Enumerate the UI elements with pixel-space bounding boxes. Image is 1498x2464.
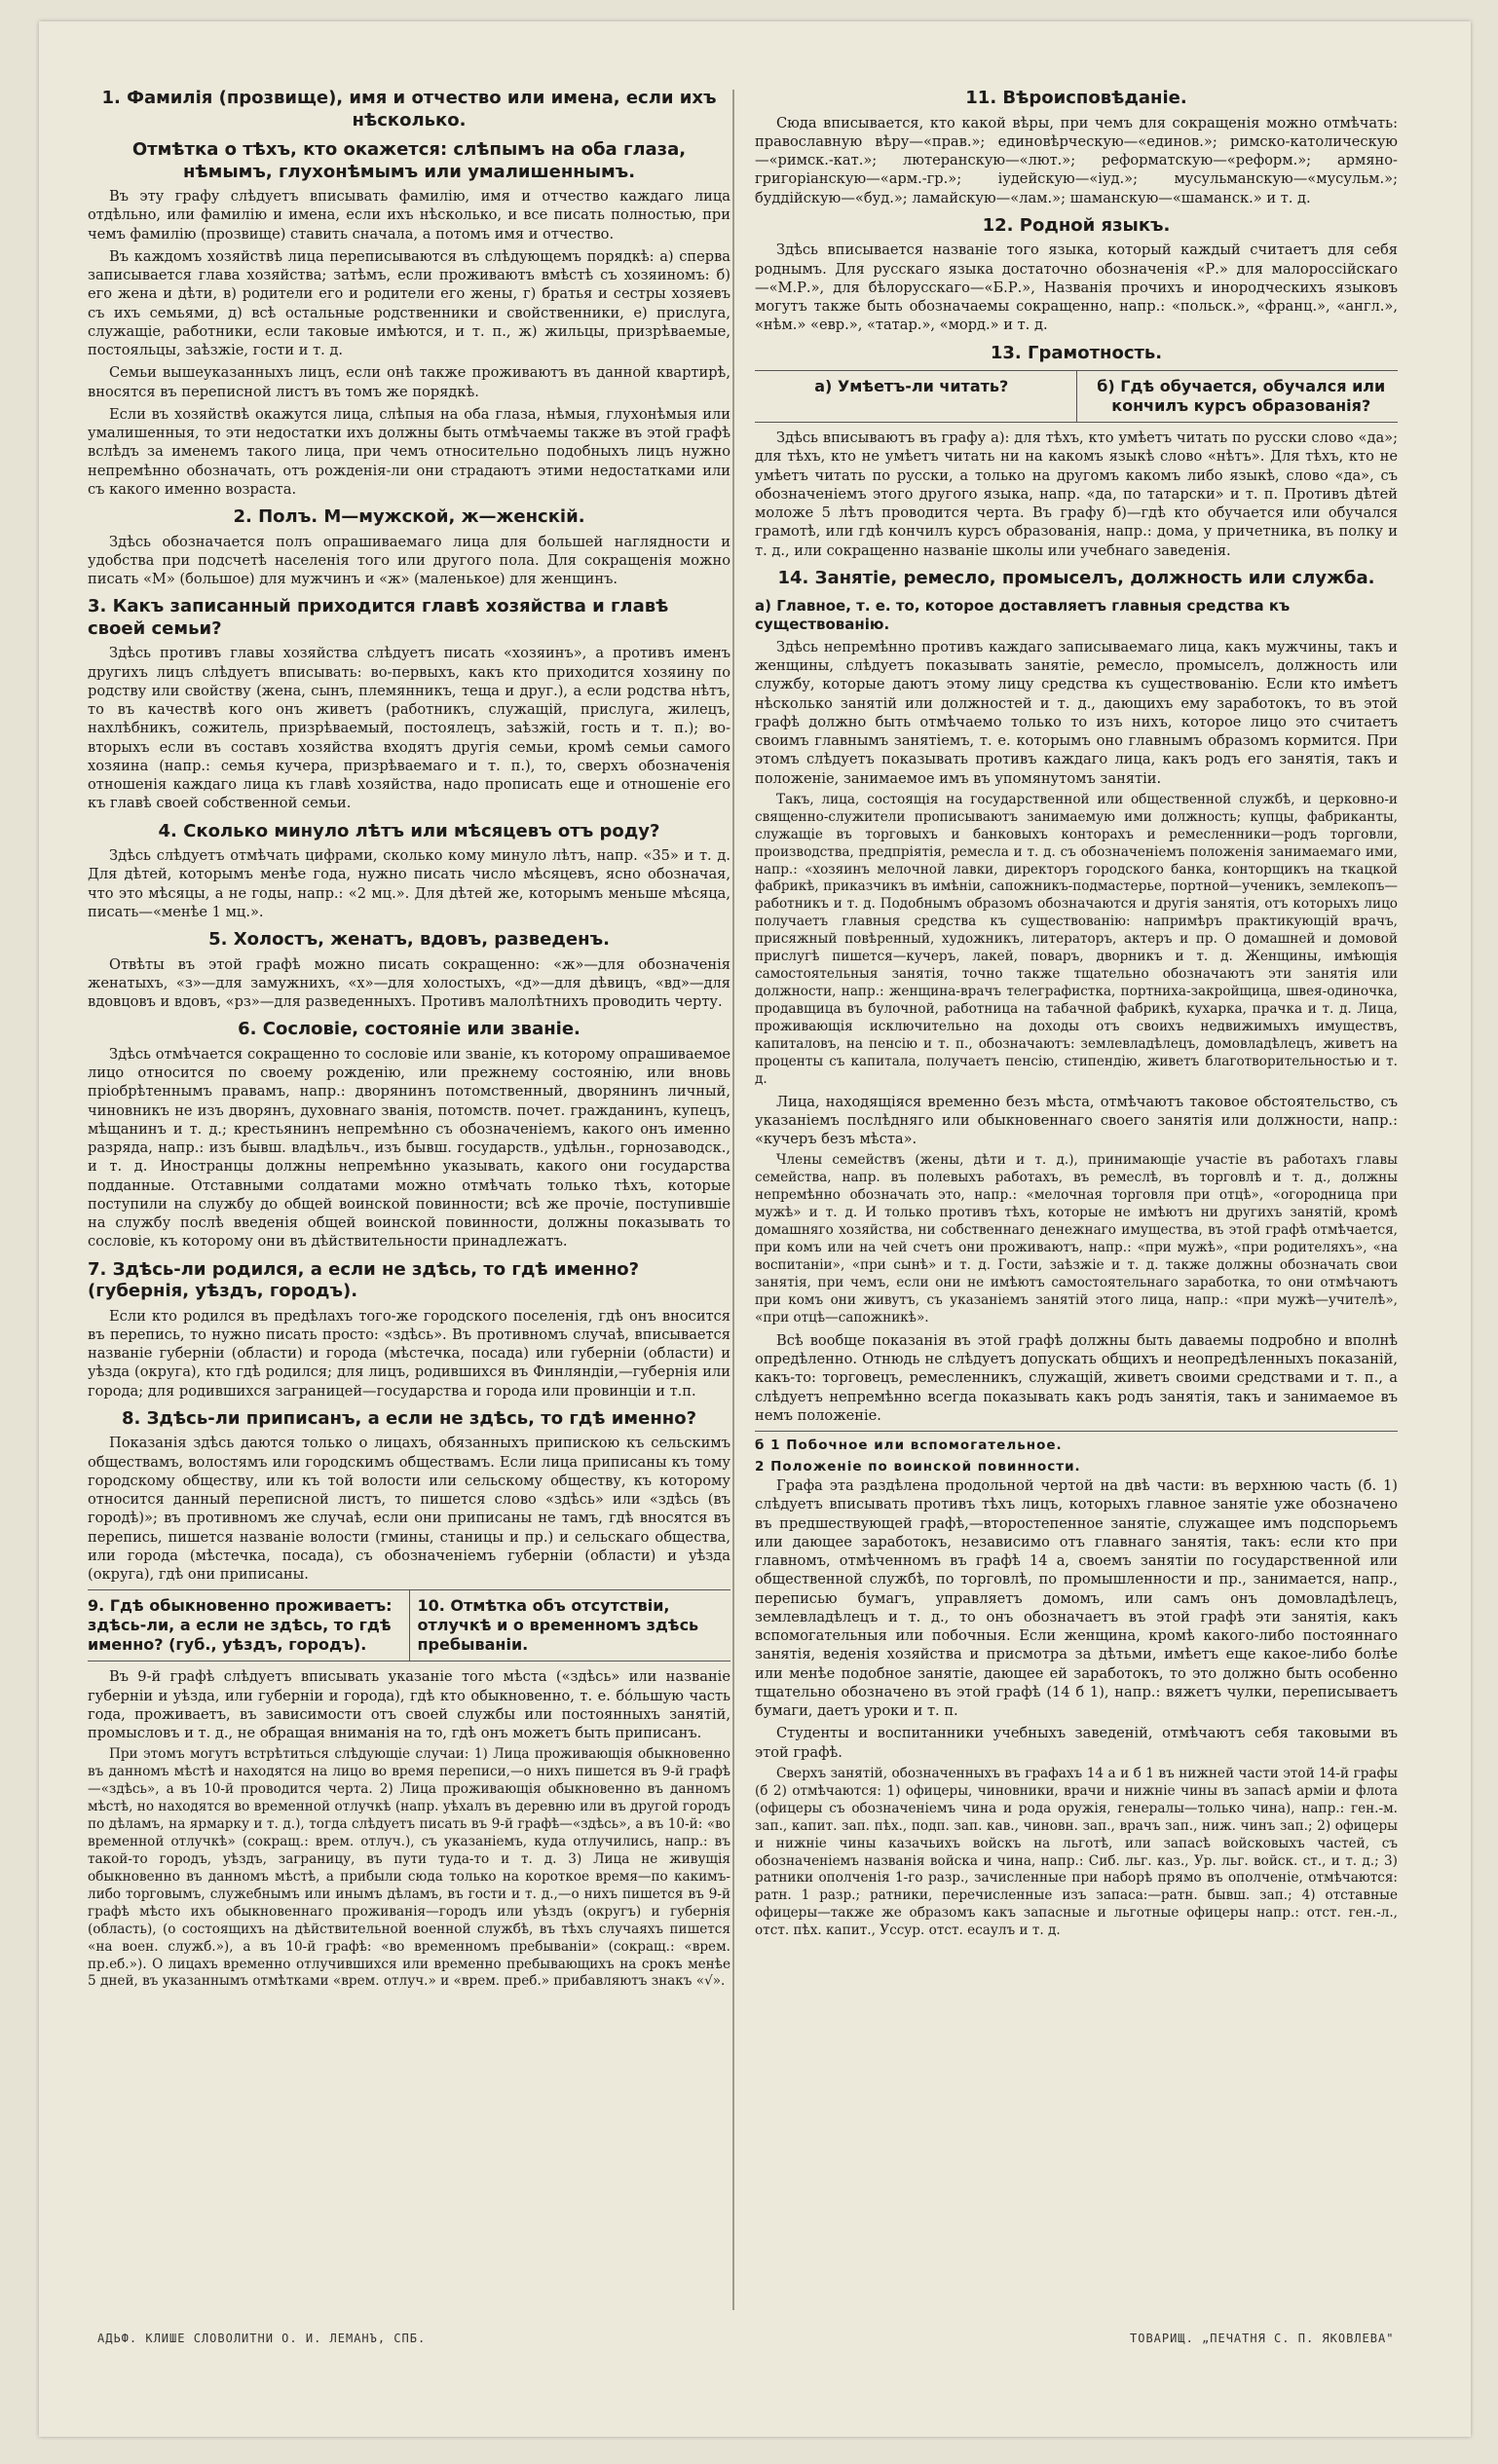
paragraph: Всѣ вообще показанія въ этой графѣ должны быть даваемы подробно и вполнѣ опредѣленно. Отнюдь не слѣдуетъ допускать общихъ и неопредѣленныхъ показаній, какъ-то: торговецъ, ремесленникъ, служащій, живетъ своими средствами и т. п., а слѣдуетъ непремѣнно всегда показывать какъ родъ занятія, такъ и занимаемое въ немъ положеніе.	[755, 1331, 1398, 1424]
paragraph: Студенты и воспитанники учебныхъ заведеній, отмѣчаютъ себя таковыми въ этой графѣ.	[755, 1725, 1398, 1761]
paragraph: Члены семействъ (жены, дѣти и т. д.), принимающіе участіе въ работахъ главы семейства, напр. въ полевыхъ работахъ, въ ремеслѣ, въ торговлѣ и т. д., должны непремѣнно обозначать это, напр.: «мелочная торговля при отцѣ», «огородница при мужѣ» и т. д. И только противъ тѣхъ, которые не имѣютъ ни другихъ занятій, кромѣ домашняго хозяйства, ни собственнаго денежнаго имущества, въ этой графѣ отмѣчается, при комъ или на чей счетъ они проживаютъ, напр.: «при мужѣ», «при родителяхъ», «на воспитаніи», «при сынѣ» и т. д. Гости, заѣзжіе и т. д. также должны обозначать свои занятія, при чемъ, если они не имѣютъ самостоятельнаго заработка, то они отмѣчаютъ при комъ они живутъ, съ указаніемъ занятій этого лица, напр.: «при мужѣ—учителѣ», «при отцѣ—сапожникѣ».	[755, 1152, 1398, 1325]
paragraph: Здѣсь вписывается названіе того языка, который каждый считаетъ для себя роднымъ. Для русскаго языка достаточно обозначенія «Р.» для малороссійскаго—«М.Р.», для бѣлорусскаго—«Б.Р.», Названія прочихъ и инородческихъ языковъ могутъ также быть обозначаемы сокращенно, напр.: «польск.», «франц.», «англ.», «нѣм.» «евр.», «татар.», «морд.» и т. д.	[755, 242, 1398, 334]
split-left	[88, 1590, 401, 1661]
paragraph: Отвѣты въ этой графѣ можно писать сокращенно: «ж»—для обозначенія женатыхъ, «з»—для замужнихъ, «х»—для холостыхъ, «д»—для дѣвицъ, «вд»—для вдовцовъ и вдовъ, «рз»—для разведенныхъ. Противъ малолѣтнихъ проводить черту.	[88, 955, 730, 1010]
footer-right: ТОВАРИЩ. „ПЕЧАТНЯ С. П. ЯКОВЛЕВА"	[1130, 2332, 1395, 2345]
split-heading-9-10	[88, 1589, 730, 1661]
paragraph: Сюда вписывается, кто какой вѣры, при чемъ для сокращенія можно отмѣчать: православную вѣру—«прав.»; единовѣрческую—«единов.»; римско-католическую—«римск.-кат.»; лютеранскую—«лют.»; реформатскую—«реформ.»; армяно-григоріанскую—«арм.-гр.»; іудейскую—«іуд.»; мусульманскую—«мусульм.»; буддійскую—«буд.»; ламайскую—«лам.»; шаманскую—«шаманск.» и т. д.	[755, 114, 1398, 206]
heading-disabilities: Отмѣтка о тѣхъ, кто окажется: слѣпымъ на оба глаза, нѣмымъ, глухонѣмымъ или умалишеннымъ.	[131, 139, 687, 182]
heading-birthplace: 7. Здѣсь-ли родился, а если не здѣсь, то гдѣ именно? (губернія, уѣздъ, городъ).	[88, 1258, 640, 1301]
right-column	[755, 80, 1398, 2310]
paragraph: Семьи вышеуказанныхъ лицъ, если онѣ также проживаютъ въ данной квартирѣ, вносятся въ переписной листъ въ томъ же порядкѣ.	[88, 364, 730, 400]
paragraph: Показанія здѣсь даются только о лицахъ, обязанныхъ припискою къ сельскимъ обществамъ, волостямъ или городскимъ обществамъ. Если лица приписаны къ тому городскому обществу, или къ той волости или сельскому обществу, къ которому относится данный переписной листъ, то пишется слово «здѣсь» или «здѣсь (въ городѣ)»; въ противномъ же случаѣ, если они приписаны не тамъ, гдѣ вносятся въ перепись, пишется названіе волости (гмины, станицы и пр.) и сельскаго общества, или города (мѣстечка, посада), съ обозначеніемъ губерніи (области) и уѣзда (округа), гдѣ они приписаны.	[88, 1435, 730, 1583]
split-left	[755, 371, 1068, 422]
paragraph: Графа эта раздѣлена продольной чертой на двѣ части: въ верхнюю часть (б. 1) слѣдуетъ вписывать противъ тѣхъ лицъ, которыхъ главное занятіе уже обозначено въ предшествующей графѣ,—второстепенное занятіе, служащее имъ подспорьемъ или дающее заработокъ, независимо отъ главнаго занятія, такъ: если кто при главномъ, отмѣченномъ въ графѣ 14 а, своемъ занятіи по государственной или общественной службѣ, по торговлѣ, по промышленности и пр., занимается, напр., переписью бумагъ, управляетъ домомъ, или самъ онъ домовладѣлецъ, землевладѣлецъ и т. д., то онъ обозначаетъ въ этой графѣ эти занятія, какъ вспомогательныя или побочныя. Если женщина, кромѣ какого-либо постояннаго занятія, веденія хозяйства и присмотра за дѣтьми, имѣетъ еще какое-либо болѣе или менѣе подобное занятіе, дающее ей заработокъ, то это должно быть особенно тщательно обозначено въ этой графѣ (14 б 1), напр.: вяжетъ чулки, переписываетъ бумаги, даетъ уроки и т. п.	[755, 1477, 1398, 1720]
paragraph: Такъ, лица, состоящія на государственной или общественной службѣ, и церковно-и священно-служители прописываютъ занимаемую ими должность; купцы, фабриканты, служащіе въ торговыхъ и банковыхъ конторахъ и ремесленники—родъ торговли, производства, предпріятія, ремесла и т. д. съ обозначеніемъ положенія занимаемаго ими, напр.: «хозяинъ мелочной лавки, директоръ городского банка, конторщикъ на ткацкой фабрикѣ, приказчикъ въ имѣніи, сапожникъ-подмастерье, портной—ученикъ, землекопъ—работникъ и т. д. Подобнымъ образомъ обозначаются и другія занятія, отъ которыхъ лицо получаетъ главныя средства къ существованію: напримѣръ практикующій врачъ, присяжный повѣренный, художникъ, литераторъ, актеръ и пр. О домашней и домовой прислугѣ пишется—кучеръ, лакей, поваръ, дворникъ и т. д. Женщины, имѣющія самостоятельныя занятія, точно также тщательно обозначаютъ эти занятія или должности, напр.: женщина-врачъ телеграфистка, портниха-закройщица, швея-одиночка, продавщица въ булочной, работница на табачной фабрикѣ, кухарка, прачка и т. д. Лица, проживающія исключительно на доходы отъ своихъ недвижимыхъ имуществъ, капиталовъ, на пенсію и т. п., обозначаютъ: землевладѣлецъ, домовладѣлецъ, живетъ на проценты съ капитала, получаетъ пенсію, стипендію, живетъ благотворительностью и т. д.	[755, 791, 1398, 1087]
paragraph: Здѣсь противъ главы хозяйства слѣдуетъ писать «хозяинъ», а противъ именъ другихъ лицъ слѣдуетъ вписывать: во-первыхъ, какъ кто приходится хозяину по родству или свойству (жена, сынъ, племянникъ, теща и друг.), а если родства нѣтъ, то въ качествѣ кого онъ живетъ (работникъ, служащій, прислуга, жилецъ, нахлѣбникъ, сожитель, призрѣваемый, постоялецъ, заѣзжій, гость и т. п.); во-вторыхъ если въ составъ хозяйства входятъ другія семьи, кромѣ семьи самого хозяина (напр.: семья кучера, призрѣваемаго и т. п.), то, сверхъ обозначенія отношенія каждаго лица къ главѣ хозяйства, надо прописать еще и отношеніе его къ главѣ своей собственной семьи.	[88, 645, 730, 812]
paragraph: Если въ хозяйствѣ окажутся лица, слѣпыя на оба глаза, нѣмыя, глухонѣмыя или умалишенныя, то эти недостатки ихъ должны быть отмѣчаемы также въ этой графѣ вслѣдъ за именемъ такого лица, при чемъ относительно подобныхъ лицъ нужно непремѣнно обозначать, отъ рожденія-ли они страдаютъ этими недостатками или съ какого именно возраста.	[88, 405, 730, 498]
split-right	[1076, 371, 1399, 422]
paragraph: При этомъ могутъ встрѣтиться слѣдующіе случаи: 1) Лица проживающія обыкновенно въ данномъ мѣстѣ и находятся на лицо во время переписи,—о нихъ пишется въ 9-й графѣ—«здѣсь», а въ 10-й проводится черта. 2) Лица проживающія обыкновенно въ данномъ мѣстѣ, но находятся во временной отлучкѣ (напр. уѣхалъ въ деревню или въ другой городъ по дѣламъ, на ярмарку и т. д.), тогда слѣдуетъ писать въ 9-й графѣ—«здѣсь», а въ 10-й: «во временной отлучкѣ» (сокращ.: врем. отлуч.), съ указаніемъ, куда отлучились, напр.: въ такой-то городъ, уѣздъ, заграницу, въ пути туда-то и т. д. 3) Лица не живущія обыкновенно въ данномъ мѣстѣ, а прибыли сюда только на короткое время—по какимъ-либо торговымъ, служебнымъ или инымъ дѣламъ, въ гости и т. д.,—о нихъ пишется въ 9-й графѣ мѣсто ихъ обыкновеннаго проживанія—городъ или уѣздъ (округъ) и губернія (область), (о состоящихъ на дѣйствительной военной службѣ, въ тѣхъ случаяхъ пишется «на воен. служб.»), а въ 10-й графѣ: «во временномъ пребываніи» (сокращ.: «врем. пр.еб.»). О лицахъ временно отлучившихся или временно пребывающихъ на срокъ менѣе 5 дней, въ указаннымъ отмѣтками «врем. отлуч.» и «врем. преб.» прибавляютъ знакъ «√».	[88, 1746, 730, 1990]
heading-occupation: 14. Занятіе, ремесло, промыселъ, должность или служба.	[777, 567, 1375, 588]
split-right	[409, 1590, 731, 1661]
paragraph: Въ каждомъ хозяйствѣ лица переписываются въ слѣдующемъ порядкѣ: а) сперва записывается глава хозяйства; затѣмъ, если проживаютъ вмѣстѣ съ хозяиномъ: б) его жена и дѣти, в) родители его и родители его жены, г) братья и сестры хозяевъ съ ихъ семьями, д) всѣ остальные родственники и свойственники, е) прислуга, служащіе, работники, если таковые имѣются, и т. п., ж) жильцы, призрѣваемые, постояльцы, заѣзжіе, гости и т. д.	[88, 247, 730, 358]
footer-left: АДЬФ. КЛИШЕ СЛОВОЛИТНИ О. И. ЛЕМАНЪ, СПБ.	[97, 2332, 427, 2345]
paragraph: Здѣсь непремѣнно противъ каждаго записываемаго лица, какъ мужчины, такъ и женщины, слѣдуетъ показывать занятіе, ремесло, промыселъ, должность или службу, которые даютъ этому лицу средства къ существованію. Если кто имѣетъ нѣсколько занятій или должностей и т. д., дающихъ ему заработокъ, то въ этой графѣ должно быть отмѣчаемо только то изъ нихъ, которое лицо это считаетъ своимъ главнымъ занятіемъ, т. е. которымъ оно главнымъ образомъ кормится. При этомъ слѣдуетъ показывать противъ каждаго лица, какъ родъ его занятія, такъ и положеніе, занимаемое имъ въ упомянутомъ занятіи.	[755, 638, 1398, 787]
split-heading-13	[755, 370, 1398, 423]
heading-education: б) Гдѣ обучается, обучался или кончилъ курсъ образованія?	[1097, 377, 1386, 415]
heading-estate: 6. Сословіе, состояніе или званіе.	[238, 1019, 580, 1040]
heading-language: 12. Родной языкъ.	[982, 214, 1171, 236]
heading-registration: 8. Здѣсь-ли приписанъ, а если не здѣсь, то гдѣ именно?	[121, 1407, 697, 1429]
census-instruction-sheet	[39, 21, 1471, 2437]
paragraph: Въ 9-й графѣ слѣдуетъ вписывать указаніе того мѣста («здѣсь» или названіе губерніи и уѣзда, или губерніи и города), гдѣ кто обыкновенно, т. е. бóльшую часть года, проживаетъ, въ зависимости отъ своей службы или постоянныхъ занятій, промысловъ и т. д., не обращая вниманія на то, гдѣ онъ можетъ быть приписанъ.	[88, 1668, 730, 1741]
paragraph: Здѣсь слѣдуетъ отмѣчать цифрами, сколько кому минуло лѣтъ, напр. «35» и т. д. Для дѣтей, которымъ менѣе года, нужно писать число мѣсяцевъ, ясно обозначая, что это мѣсяцы, а не годы, напр.: «2 мц.». Для дѣтей же, которымъ меньше мѣсяца, писать—«менѣе 1 мц.».	[88, 847, 730, 920]
heading-literacy: 13. Грамотность.	[990, 342, 1163, 363]
heading-secondary-occupation: б 1 Побочное или вспомогательное.	[755, 1437, 1063, 1454]
heading-surname: 1. Фамилія (прозвище), имя и отчество или имена, если ихъ нѣсколько.	[101, 88, 717, 131]
paragraph: Въ эту графу слѣдуетъ вписывать фамилію, имя и отчество каждаго лица отдѣльно, или фамилію и имена, если ихъ нѣсколько, и все писать полностью, при чемъ фамилію (прозвище) ставить сначала, а потомъ имя и отчество.	[88, 188, 730, 243]
heading-sex: 2. Полъ. М—мужской, ж—женскій.	[233, 506, 585, 527]
paragraph: Если кто родился въ предѣлахъ того-же городского поселенія, гдѣ онъ вносится въ перепись, то нужно писать просто: «здѣсь». Въ противномъ случаѣ, вписывается названіе губерніи (области) и города (мѣстечка, посада) или губерніи (области) и уѣзда (округа), кто гдѣ родился; для лицъ, родившихся въ Финляндіи,—губернія или города; для родившихся заграницей—государства и города или провинціи и т.п.	[88, 1307, 730, 1400]
heading-age: 4. Сколько минуло лѣтъ или мѣсяцевъ отъ роду?	[158, 820, 660, 841]
heading-residence: 9. Гдѣ обыкновенно проживаетъ: здѣсь-ли, а если не здѣсь, то гдѣ именно? (губ., уѣздъ, городъ).	[88, 1596, 393, 1655]
left-column	[88, 80, 730, 2310]
heading-can-read: а) Умѣетъ-ли читать?	[814, 377, 1009, 395]
heading-military-status: 2 Положеніе по воинской повинности.	[755, 1459, 1081, 1475]
divider	[755, 1431, 1398, 1432]
column-divider	[732, 90, 734, 2310]
paragraph: Здѣсь вписываютъ въ графу а): для тѣхъ, кто умѣетъ читать по русски слово «да»; для тѣхъ, кто не умѣетъ читать ни на какомъ языкѣ слово «нѣтъ». Для тѣхъ, кто не умѣетъ читать по русски, а только на другомъ какомъ либо языкѣ, слово «да», съ обозначеніемъ этого другого языка, напр. «да, по татарски» и т. п. Противъ дѣтей моложе 5 лѣтъ проводится черта. Въ графу б)—гдѣ кто обучается или обучался грамотѣ, или гдѣ кончилъ курсъ образованія, напр.: дома, у причетника, въ полку и т. д., или сокращенно названіе школы или учебнаго заведенія.	[755, 429, 1398, 559]
paragraph: Сверхъ занятій, обозначенныхъ въ графахъ 14 а и б 1 въ нижней части этой 14-й графы (б 2) отмѣчаются: 1) офицеры, чиновники, врачи и нижніе чины въ запасѣ арміи и флота (офицеры съ обозначеніемъ чина и рода оружія, генералы—только чина), напр.: ген.-м. зап., капит. зап. пѣх., подп. зап. кав., чиновн. зап., врачъ зап., ниж. чинъ зап.; 2) офицеры и нижніе чины казачьихъ войскъ на льготѣ, или запасѣ войсковыхъ частей, съ обозначеніемъ названія войска и чина, напр.: Сиб. льг. каз., Ур. льг. войск. ст., и т. д.; 3) ратники ополченія 1-го разр., зачисленные при наборѣ прямо въ ополченіе, отмѣчаются: ратн. 1 разр.; ратники, перечисленные изъ запаса:—ратн. бывш. зап.; 4) отставные офицеры—также же образомъ какъ запасные и льготные офицеры напр.: отст. ген.-л., отст. пѣх. капит., Уссур. отст. есаулъ и т. д.	[755, 1765, 1398, 1939]
heading-religion: 11. Вѣроисповѣданіе.	[965, 88, 1187, 108]
paragraph: Лица, находящіяся временно безъ мѣста, отмѣчаютъ таковое обстоятельство, съ указаніемъ послѣдняго или обыкновеннаго своего занятія или должности, напр.: «кучеръ безъ мѣста».	[755, 1093, 1398, 1148]
heading-main-occupation: а) Главное, т. е. то, которое доставляетъ главныя средства къ существованію.	[755, 597, 1291, 633]
heading-marital: 5. Холостъ, женатъ, вдовъ, разведенъ.	[208, 929, 610, 950]
heading-relation: 3. Какъ записанный приходится главѣ хозяйства и главѣ своей семьи?	[88, 596, 669, 639]
paragraph: Здѣсь обозначается полъ опрашиваемаго лица для большей наглядности и удобства при подсчетѣ населенія того или другого пола. Для сокращенія можно писать «М» (большое) для мужчинъ и «ж» (маленькое) для женщинъ.	[88, 533, 730, 587]
heading-absence: 10. Отмѣтка объ отсутствіи, отлучкѣ и о временномъ здѣсь пребываніи.	[417, 1596, 699, 1655]
paragraph: Здѣсь отмѣчается сокращенно то сословіе или званіе, къ которому опрашиваемое лицо относится по своему рожденію, или прежнему состоянію, или вновь пріобрѣтеннымъ правамъ, напр.: дворянинъ потомственный, дворянинъ личный, чиновникъ не изъ дворянъ, духовнаго званія, потомств. почет. гражданинъ, купецъ, мѣщанинъ и т. д.; крестьянинъ непремѣнно съ обозначеніемъ, какого онъ именно разряда, напр.: изъ бывш. владѣльч., изъ бывш. государств., удѣльн., горнозаводск., и т. д. Иностранцы должны непремѣнно указывать, какого они государства подданные. Отставными солдатами можно отмѣчать только тѣхъ, которые поступили на службу до общей воинской повинности; всѣ же прочіе, поступившіе на службу послѣ введенія общей воинской повинности, должны показывать то сословіе, къ которому они въ дѣйствительности принадлежатъ.	[88, 1045, 730, 1251]
